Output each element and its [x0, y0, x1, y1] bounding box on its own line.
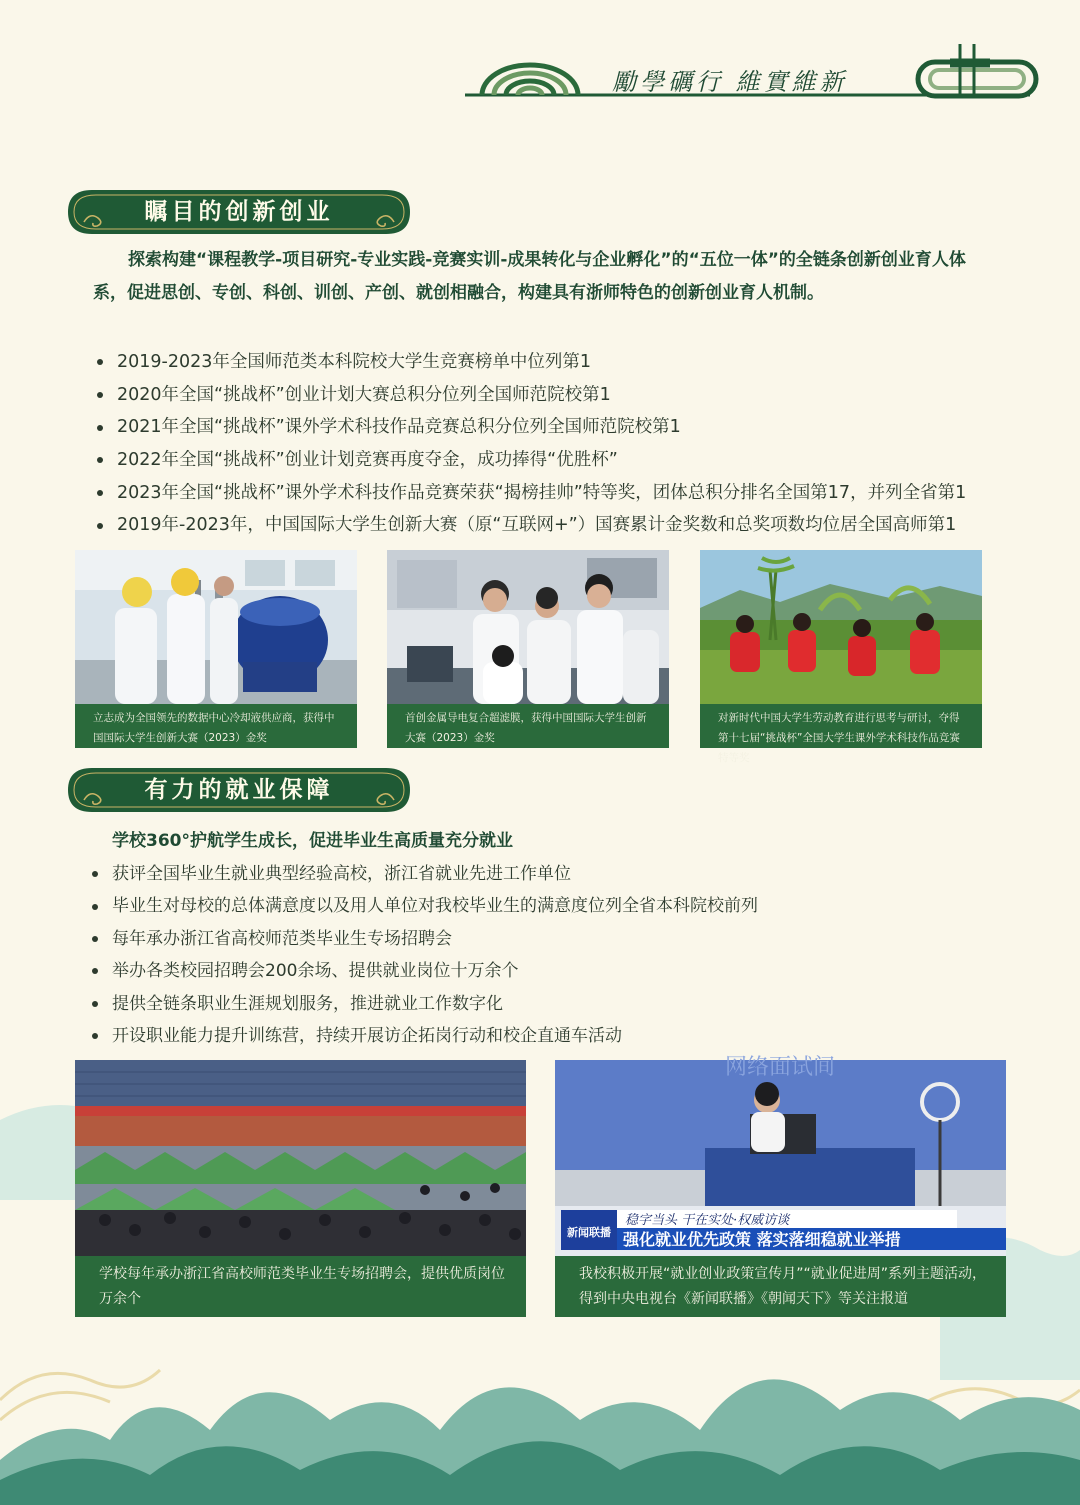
section-banner-employment [66, 764, 412, 816]
list-item [117, 346, 966, 379]
bullet-dot-icon [97, 490, 103, 496]
page-header [0, 0, 1080, 110]
photo-card-tv-report [555, 1055, 1006, 1317]
photo-card-labor-education [700, 550, 982, 764]
bullet-dot-icon [92, 871, 98, 877]
section-title: 瞩目的创新创业 [144, 199, 334, 225]
bullet-dot-icon [97, 523, 103, 529]
photo-lab-equipment [75, 550, 357, 704]
section-title: 有力的就业保障 [144, 777, 334, 803]
tv-logo: 新闻联播 [567, 1226, 611, 1239]
photo-students-laboratory [387, 550, 669, 704]
list-item-text: 2020年全国“挑战杯”创业计划大赛总积分位列全国师范院校第1 [117, 384, 611, 405]
list-item [112, 858, 758, 890]
section-banner-innovation [66, 186, 412, 238]
bullet-dot-icon [92, 1001, 98, 1007]
bullet-dot-icon [97, 359, 103, 365]
list-item [117, 477, 966, 510]
list-item-text: 2022年全国“挑战杯”创业计划竞赛再度夺金，成功捧得“优胜杯” [117, 450, 618, 471]
photo-job-fair-crowd [75, 1060, 526, 1256]
photo-card-membrane-lab [387, 550, 669, 748]
tv-banner-top: 稳字当头 干在实处·权威访谈 [625, 1213, 790, 1228]
tv-background-text: 网络面试间 [724, 1055, 836, 1080]
bullet-dot-icon [97, 457, 103, 463]
employment-list [112, 858, 758, 1052]
photo-students-field [700, 550, 982, 704]
header-ornament [0, 0, 1080, 110]
list-item [117, 379, 966, 412]
list-item-text: 每年承办浙江省高校师范类毕业生专场招聘会 [112, 928, 452, 949]
bullet-dot-icon [92, 904, 98, 910]
list-item [117, 411, 966, 444]
bullet-dot-icon [92, 1033, 98, 1039]
bullet-dot-icon [92, 968, 98, 974]
photo-caption: 对新时代中国大学生劳动教育进行思考与研讨，夺得第十七届“挑战杯”全国大学生课外学术科技作品竞赛特等奖 [718, 712, 960, 764]
list-item [112, 955, 758, 987]
photo-caption: 首创金属导电复合超滤膜，获得中国国际大学生创新大赛（2023）金奖 [405, 712, 647, 744]
photo-card-job-fair [75, 1060, 526, 1317]
list-item-text: 2021年全国“挑战杯”课外学术科技作品竞赛总积分位列全国师范院校第1 [117, 417, 681, 438]
bullet-dot-icon [97, 425, 103, 431]
section-intro: 探索构建“课程教学-项目研究-专业实践-竞赛实训-成果转化与企业孵化”的“五位一体”的全链条创新创业育人体系，促进思创、专创、科创、训创、产创、就创相融合，构建具有浙师特色的创新创业育人机制。 [93, 250, 966, 303]
list-item [112, 988, 758, 1020]
list-item [112, 923, 758, 955]
list-item-text: 2019-2023年全国师范类本科院校大学生竞赛榜单中位列第1 [117, 352, 592, 372]
list-item-text: 举办各类校园招聘会200余场、提供就业岗位十万余个 [112, 961, 519, 982]
list-item-text: 2023年全国“挑战杯”课外学术科技作品竞赛荣获“揭榜挂帅”特等奖，团体总积分排名全国第17，并列全省第1 [117, 482, 967, 503]
list-item-text: 提供全链条职业生涯规划服务，推进就业工作数字化 [112, 993, 503, 1014]
list-item [117, 444, 966, 477]
header-knot-icon [918, 44, 1036, 96]
list-item [112, 890, 758, 922]
photo-card-cooling-lab [75, 550, 357, 748]
bullet-dot-icon [97, 392, 103, 398]
list-item-text: 2019年-2023年，中国国际大学生创新大赛（原“互联网+”）国赛累计金奖数和总奖项数均位居全国高师第1 [117, 515, 957, 536]
photo-caption: 学校每年承办浙江省高校师范类毕业生专场招聘会，提供优质岗位万余个 [99, 1266, 505, 1307]
tv-banner-main: 强化就业优先政策 落实落细稳就业举措 [623, 1230, 901, 1249]
photo-caption: 立志成为全国领先的数据中心冷却液供应商，获得中国国际大学生创新大赛（2023）金奖 [93, 712, 335, 744]
photo-caption: 我校积极开展“就业创业政策宣传月”“就业促进周”系列主题活动，得到中央电视台《新闻联播》《朝闻天下》等关注报道 [579, 1266, 987, 1307]
section-lead: 学校360°护航学生成长，促进毕业生高质量充分就业 [112, 831, 513, 851]
achievement-list [117, 346, 966, 542]
list-item [117, 509, 966, 542]
list-item-text: 开设职业能力提升训练营，持续开展访企拓岗行动和校企直通车活动 [112, 1025, 622, 1046]
list-item-text: 获评全国毕业生就业典型经验高校，浙江省就业先进工作单位 [112, 864, 571, 884]
header-motto: 勵學礪行 維實維新 [612, 68, 848, 96]
photo-news-broadcast [555, 1055, 1006, 1256]
bullet-dot-icon [92, 936, 98, 942]
list-item-text: 毕业生对母校的总体满意度以及用人单位对我校毕业生的满意度位列全省本科院校前列 [112, 896, 758, 917]
list-item [112, 1020, 758, 1052]
